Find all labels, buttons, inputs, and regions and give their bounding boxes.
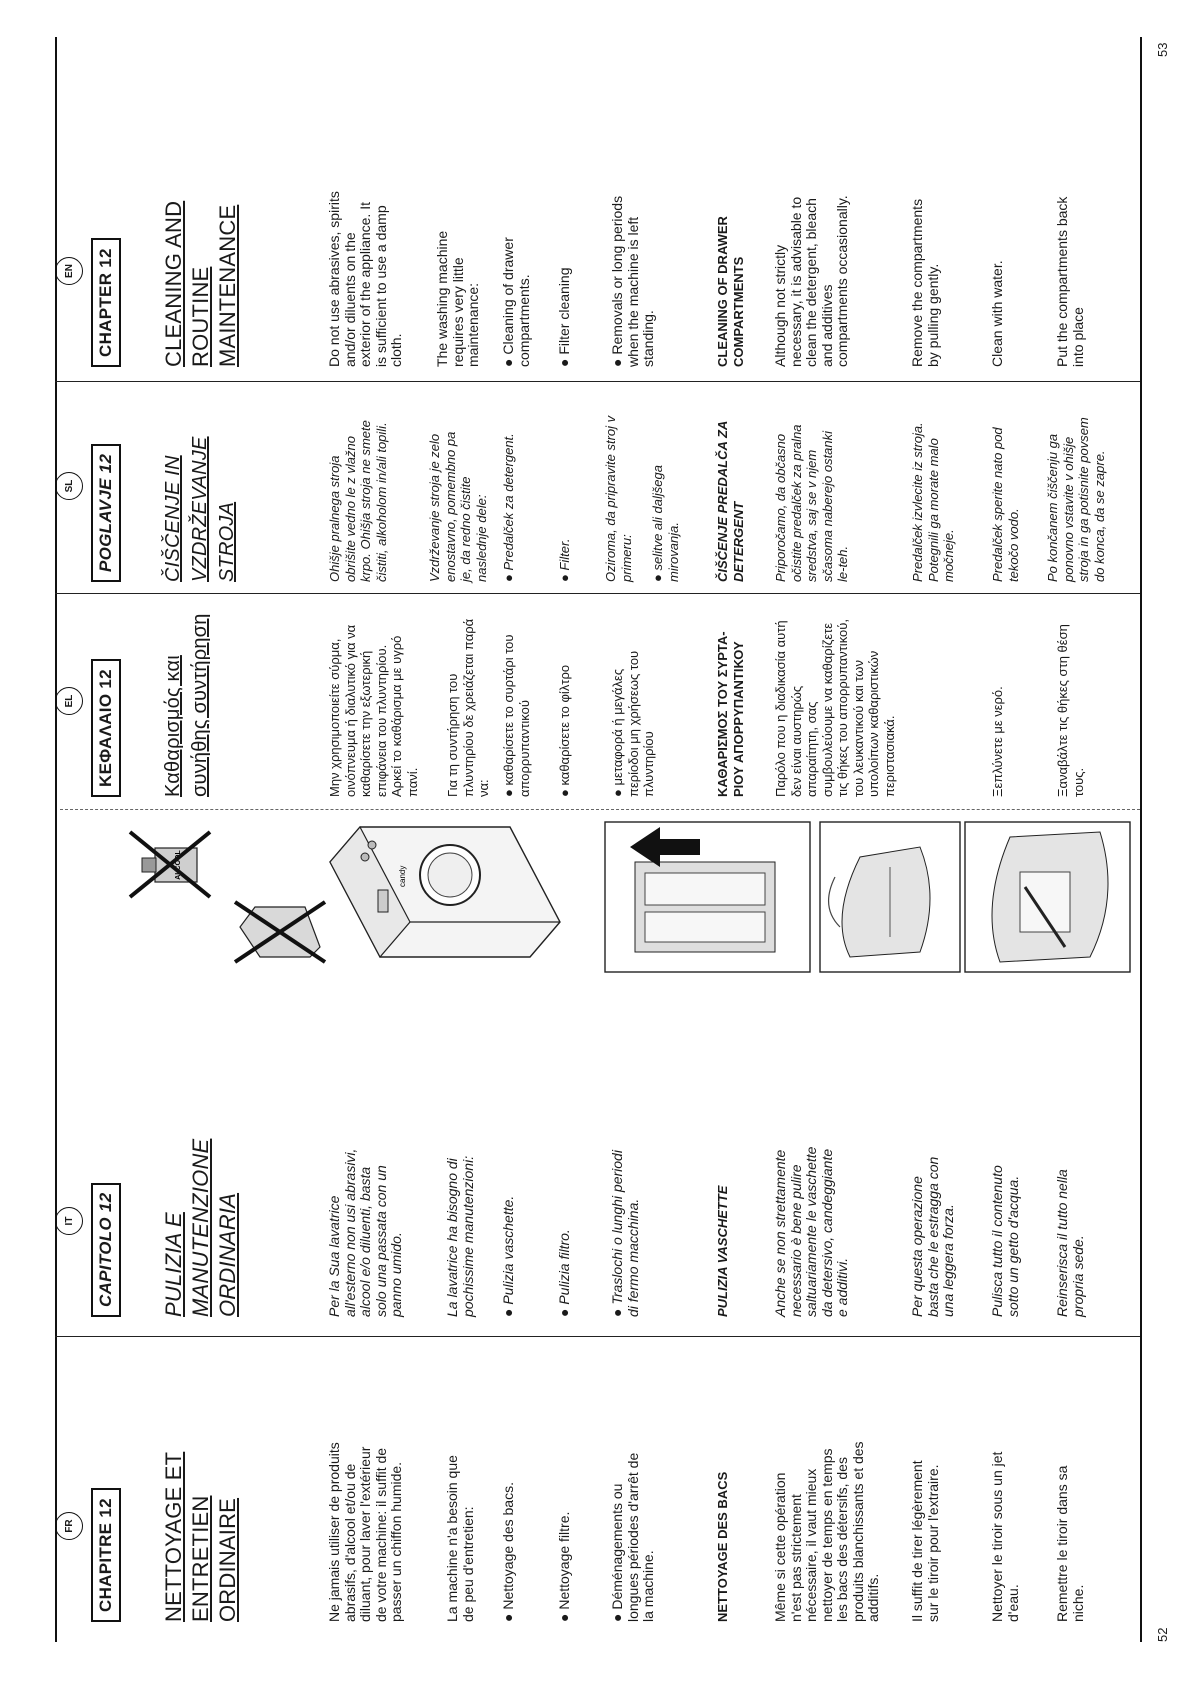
paragraph-replace: Put the compartments back into place	[1054, 196, 1086, 367]
drawer-rinse-drawing	[820, 822, 960, 972]
subheading-drawers: NETTOYAGE DES BACS	[715, 1471, 730, 1622]
bullet-drawers: ● Pulizia vaschette.	[500, 1195, 516, 1317]
paragraph-maintenance: La lavatrice ha bisogno di pochissime manutenzioni:	[444, 1155, 476, 1317]
chapter-label: CHAPTER 12	[91, 238, 121, 367]
paragraph-rinse: Nettoyer le tiroir sous un jet d'eau.	[989, 1451, 1021, 1622]
paragraph-maintenance: Vzdrževanje stroja je zelo enostavno, pomembno pa je, da redno čistite naslednje dele:	[427, 431, 489, 582]
paragraph-exterior: Μην χρησιμοποιείτε σύρμα, οινόπνευμα ή διαλυτικό για να καθαρίσετε την εξωτερική επιφάνεια του πλυντηρίου. Αρκεί το καθάρισμα με υγρό πανί.	[327, 624, 420, 797]
no-alcohol-icon	[130, 832, 210, 897]
subheading-drawers: ČIŠČENJE PREDALČA ZA DETERGENT	[715, 420, 746, 582]
bullet-moving: ● Traslochi o lunghi periodi di fermo macchina.	[609, 1150, 641, 1317]
paragraph-remove: Per questa operazione basta che le estragga con una leggera forza.	[909, 1156, 956, 1317]
chapter-label: CHAPITRE 12	[91, 1488, 121, 1622]
divider-fr-it	[55, 1336, 1140, 1337]
paragraph-remove: Il suffit de tirer légèrement sur le tiroir pour l'extraire.	[909, 1460, 941, 1622]
flag-badge: SL	[55, 472, 83, 500]
subheading-drawers: PULIZIA VASCHETTE	[715, 1185, 730, 1317]
bullet-moving: ● Removals or long periods when the machine is left standing.	[609, 195, 656, 367]
paragraph-drawers: Παρόλο που η διαδικασία αυτή δεν είναι αυστηρώς απαραίτητη, σας συμβουλεύουμε να καθαρίζετε τις θήκες του απορρυπαντικού, του λευκαντικού και των υπολοίπων καθαριστικών περιστασιακά.	[773, 619, 897, 797]
bullet-filter: ● Filter cleaning	[556, 267, 572, 367]
paragraph-drawers: Anche se non strettamente necessario è bene pulire saltuariamente le vaschette da detersivo, candeggiante e additivi.	[772, 1146, 850, 1317]
paragraph-exterior: Ohišje pralnega stroja obrišite vedno le z vlažno krpo. Ohišja stroja ne smete čistiti, alkoholom in/ali topili.	[327, 420, 389, 582]
column-sl	[55, 387, 1135, 582]
bullet-moving: ● μεταφορά ή μεγάλες περίοδοι μη χρήσεως του πλυντηρίου	[610, 650, 656, 797]
column-el	[55, 597, 1135, 797]
column-en	[55, 42, 1135, 367]
page-number-left: 52	[1155, 1627, 1170, 1642]
paragraph-replace: Ξαναβάλτε τις θήκες στη θέση τους.	[1055, 624, 1086, 797]
subheading-drawers: CLEANING OF DRAWER COMPARTMENTS	[715, 216, 746, 367]
divider-sl-en	[55, 381, 1140, 382]
page-number-right: 53	[1155, 42, 1170, 57]
bottom-rule	[1140, 37, 1142, 1642]
paragraph-remove: Predalček izvlecite iz stroja. Potegnili ga morate malo močneje.	[910, 422, 956, 582]
drawer-brush-drawing	[965, 822, 1130, 972]
alcohol-label: ALCOOL	[175, 850, 182, 880]
flag-badge: IT	[55, 1207, 83, 1235]
column-fr	[55, 1347, 1135, 1622]
chapter-label: CAPITOLO 12	[91, 1183, 121, 1317]
column-it	[55, 987, 1135, 1317]
paragraph-exterior: Per la Sua lavatrice all'esterno non usi abrasivi, alcool e/o diluenti, basta solo una passata con un panno umido.	[326, 1148, 404, 1317]
no-abrasive-icon	[235, 902, 325, 962]
illustrations-strip	[60, 817, 1135, 977]
paragraph-maintenance: La machine n'a besoin que de peu d'entretien:	[444, 1455, 476, 1622]
section-title: NETTOYAGE ET ENTRETIEN ORDINAIRE	[161, 1451, 240, 1622]
bullet-filter: ● Filter.	[557, 538, 572, 582]
paragraph-exterior: Do not use abrasives, spirits and/or diluents on the exterior of the appliance. It is sufficient to use a damp cloth.	[326, 191, 404, 367]
bullet-drawers: ● καθαρίσετε το συρτάρι του απορρυπαντικού	[501, 634, 532, 797]
divider-spread-center	[60, 809, 1140, 810]
paragraph-remove: Remove the compartments by pulling gently.	[909, 198, 941, 367]
subheading-drawers: ΚΑΘΑΡΙΣΜΟΣ ΤΟΥ ΣΥΡΤΑ- ΡΙΟΥ ΑΠΟΡΡΥΠΑΝΤΙΚΟΥ	[715, 631, 746, 797]
bullet-filter: ● Pulizia filtro.	[556, 1229, 572, 1317]
bullet-moving: ● selitve ali daljšega mirovanja.	[650, 465, 681, 582]
section-title: PULIZIA E MANUTENZIONE ORDINARIA	[161, 1138, 240, 1317]
drawer-removal-drawing	[605, 822, 810, 972]
paragraph-replace: Po končanem čiščenju ga ponovno vstavite v ohišje stroja in ga potisnite povsem do konca, da se zapre.	[1045, 417, 1107, 582]
paragraph-maintenance: The washing machine requires very little maintenance:	[434, 230, 481, 367]
paragraph-rinse: Pulisca tutto il contenuto sotto un getto d'acqua.	[989, 1165, 1021, 1317]
paragraph-drawers: Although not strictly necessary, it is advisable to clean the detergent, bleach and additives compartments occasionally.	[772, 195, 850, 367]
chapter-label: ΚΕΦΑΛΑΙΟ 12	[91, 659, 121, 797]
paragraph-maintenance: Για τη συντήρηση του πλυντηρίου δε χρειάζεται παρά να:	[445, 618, 491, 797]
bullet-drawers: ● Cleaning of drawer compartments.	[500, 237, 532, 367]
flag-badge: EN	[55, 257, 83, 285]
bullet-drawers: ● Predalček za detergent.	[501, 433, 516, 582]
bullet-moving: ● Déménagements ou longues périodes d'arrêt de la machine.	[609, 1452, 656, 1622]
divider-el-sl	[55, 593, 1140, 594]
paragraph-exterior: Ne jamais utiliser de produits abrasifs, d'alcool et/ou de diluant, pour laver l'extérieur de votre machine: il suffit de passer un chiffon humide.	[326, 1442, 404, 1622]
paragraph-rinse: Ξεπλύνετε με νερό.	[990, 686, 1005, 797]
section-title: ČIŠČENJE IN VZDRŽEVANJE STROJA	[162, 436, 238, 582]
section-title: Καθαρισμός και συνήθης συντήρηση	[162, 613, 211, 797]
chapter-label: POGLAVJE 12	[91, 444, 121, 582]
machine-brand-label: candy	[398, 865, 407, 887]
paragraph-drawers: Priporočamo, da občasno očistite predalček za pralna sredstva, saj se v njem sčasoma naberejo ostanki le-teh.	[773, 424, 850, 582]
paragraph-drawers: Même si cette opération n'est pas strictement nécessaire, il vaut mieux nettoyer de temps en temps les bacs des détersifs, des produits blanchissants et des additifs.	[772, 1441, 881, 1622]
washing-machine-drawing	[330, 827, 560, 957]
bullet-filter: ● καθαρίσετε το φίλτρο	[557, 664, 572, 797]
bullet-filter: ● Nettoyage filtre.	[556, 1511, 572, 1622]
section-title: CLEANING AND ROUTINE MAINTENANCE	[161, 200, 240, 367]
paragraph-replace: Remettre le tiroir dans sa niche.	[1054, 1465, 1086, 1622]
illustrations-svg	[60, 817, 1135, 977]
paragraph-rinse: Clean with water.	[989, 260, 1005, 367]
paragraph-replace: Reinserisca il tutto nella propria sede.	[1054, 1169, 1086, 1317]
paragraph-prepare: Oziroma, da pripravite stroj v primeru:	[603, 415, 634, 582]
flag-badge: EL	[55, 687, 83, 715]
bullet-drawers: ● Nettoyage des bacs.	[500, 1482, 516, 1622]
paragraph-rinse: Predalček sperite nato pod tekočo vodo.	[990, 427, 1021, 582]
flag-badge: FR	[55, 1512, 83, 1540]
